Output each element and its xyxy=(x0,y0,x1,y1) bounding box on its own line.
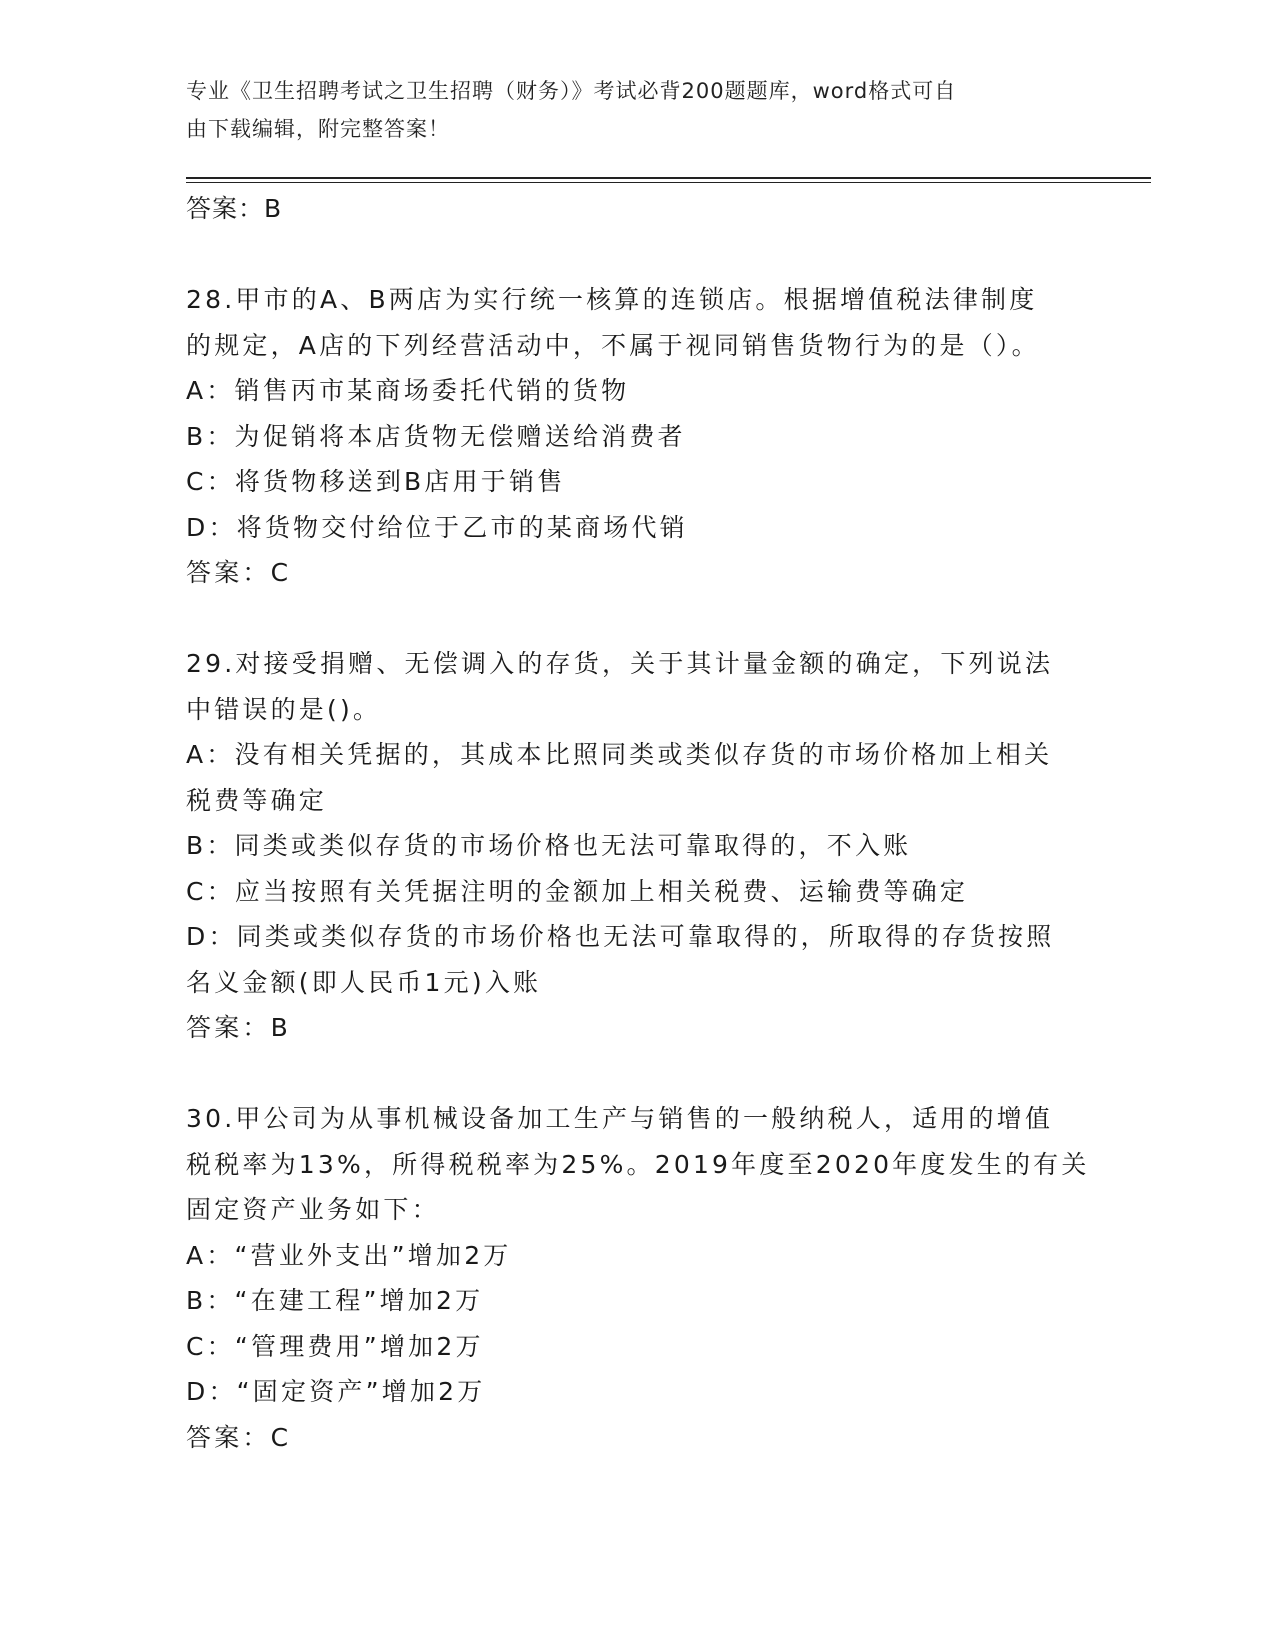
question-text: 29.对接受捐赠、无偿调入的存货，关于其计量金额的确定，下列说法 xyxy=(186,649,1054,678)
option-a: A：没有相关凭据的，其成本比照同类或类似存货的市场价格加上相关 xyxy=(186,740,1053,769)
question-30 xyxy=(186,1096,1090,1460)
answer-line: 答案：C xyxy=(186,1422,292,1452)
header-line: 专业《卫生招聘考试之卫生招聘（财务）》考试必背200题题库，word格式可自 xyxy=(186,79,957,103)
answer-line: 答案：B xyxy=(186,1013,291,1042)
header-line: 由下载编辑，附完整答案！ xyxy=(186,117,450,141)
option-c: C：应当按照有关凭据注明的金额加上相关税费、运输费等确定 xyxy=(186,876,969,906)
question-text: 中错误的是()。 xyxy=(186,694,382,724)
question-text: 28.甲市的A、B两店为实行统一核算的连锁店。根据增值税法律制度 xyxy=(186,285,1038,314)
option-d: D：同类或类似存货的市场价格也无法可靠取得的，所取得的存货按照 xyxy=(186,922,1055,951)
option-a-continued: 税费等确定 xyxy=(186,785,328,815)
question-29 xyxy=(186,641,1086,1051)
page-header xyxy=(186,72,1066,148)
option-b: B：为促销将本店货物无偿赠送给消费者 xyxy=(186,421,686,451)
question-text: 税税率为13%，所得税税率为25%。2019年度至2020年度发生的有关 xyxy=(186,1149,1090,1179)
document-body xyxy=(186,186,1090,1460)
option-d: D：“固定资产”增加2万 xyxy=(186,1377,486,1406)
option-c: C：将货物移送到B店用于销售 xyxy=(186,467,566,496)
spacer xyxy=(186,1051,1086,1097)
question-28 xyxy=(186,277,1086,596)
option-b: B：“在建工程”增加2万 xyxy=(186,1286,484,1315)
spacer xyxy=(186,596,1086,642)
header-divider xyxy=(186,177,1151,179)
question-text: 的规定，A店的下列经营活动中，不属于视同销售货物行为的是（）。 xyxy=(186,330,1040,360)
spacer xyxy=(186,232,1086,278)
option-b: B：同类或类似存货的市场价格也无法可靠取得的，不入账 xyxy=(186,831,912,860)
option-a: A：销售丙市某商场委托代销的货物 xyxy=(186,376,630,405)
question-text: 30.甲公司为从事机械设备加工生产与销售的一般纳税人，适用的增值 xyxy=(186,1104,1054,1133)
option-c: C：“管理费用”增加2万 xyxy=(186,1331,484,1361)
option-d: D：将货物交付给位于乙市的某商场代销 xyxy=(186,512,688,542)
question-text: 固定资产业务如下： xyxy=(186,1195,440,1224)
option-a: A：“营业外支出”增加2万 xyxy=(186,1240,512,1270)
option-d-continued: 名义金额(即人民币1元)入账 xyxy=(186,967,542,997)
answer-line: 答案：C xyxy=(186,558,292,587)
header-divider-thin xyxy=(186,182,1151,183)
answer-line: 答案：B xyxy=(186,194,283,223)
